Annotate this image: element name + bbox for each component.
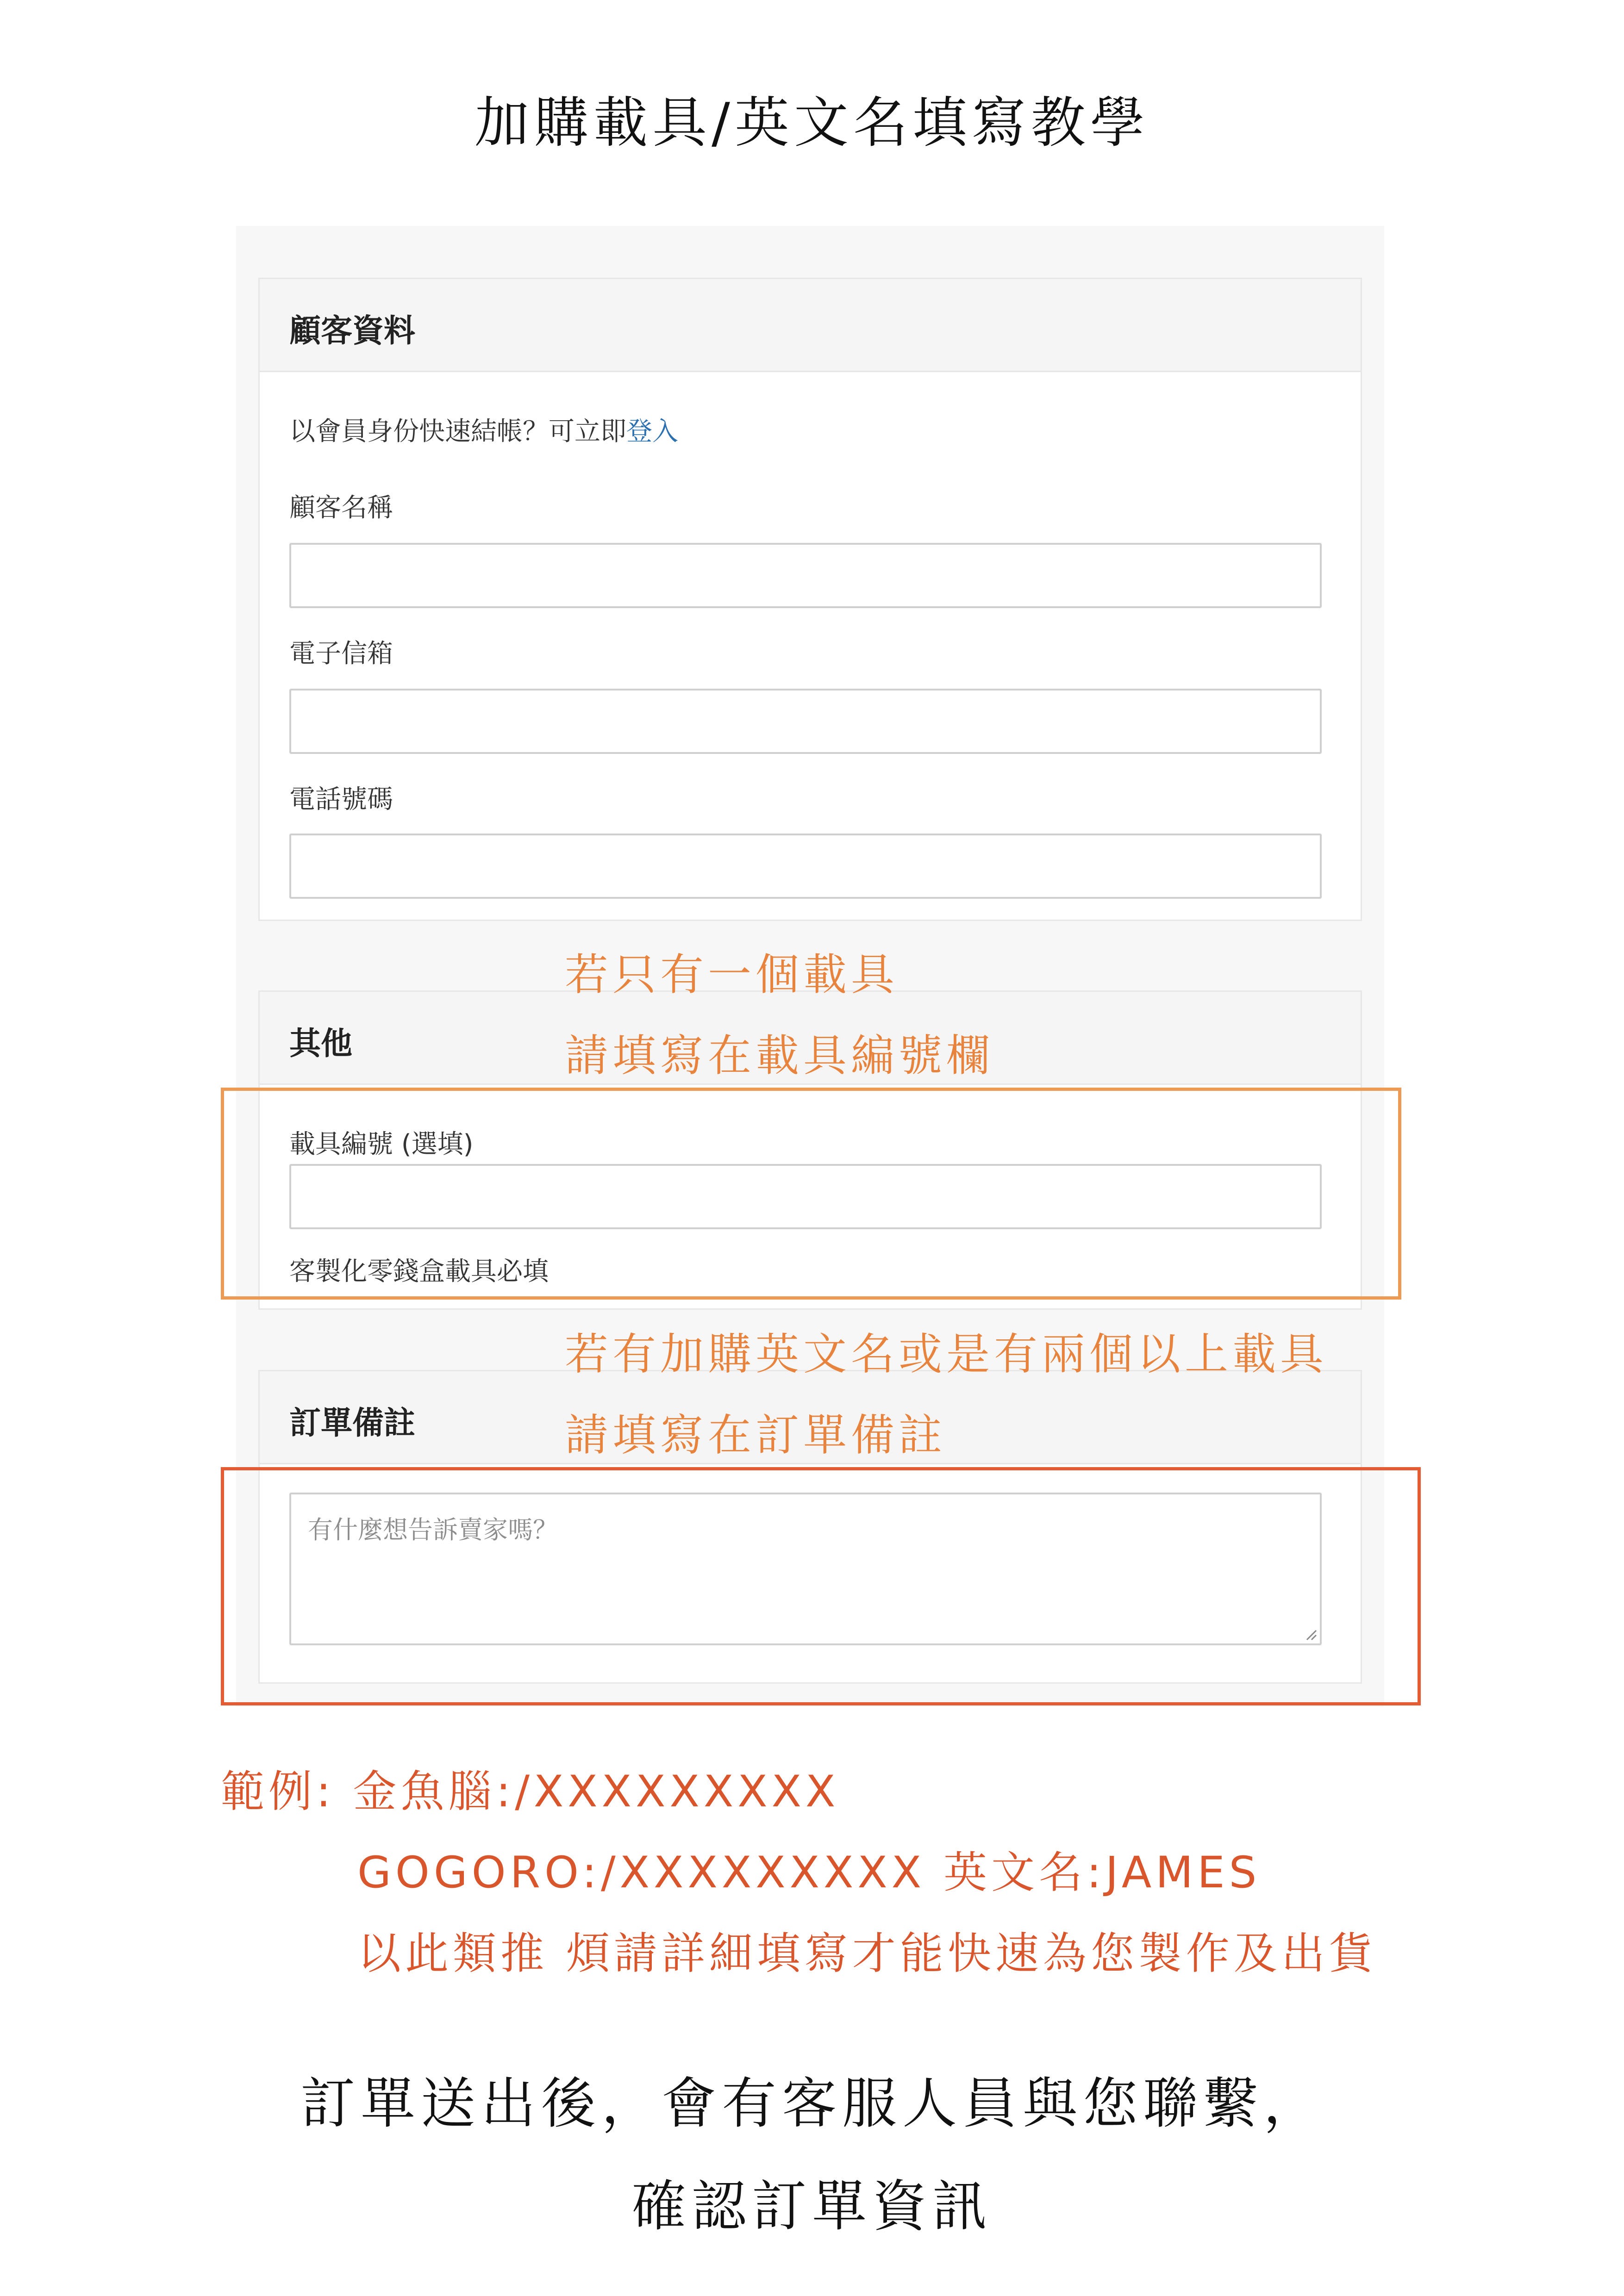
- email-input[interactable]: [289, 689, 1322, 754]
- footer-line2: 確認訂單資訊: [631, 2174, 993, 2238]
- footer-line1: 訂單送出後，會有客服人員與您聯繫，: [300, 2072, 1324, 2135]
- order-notes-highlight-box: [221, 1467, 1421, 1705]
- carrier-field-highlight-box: [221, 1088, 1401, 1300]
- phone-label: 電話號碼: [289, 784, 393, 815]
- annotation-single-carrier-line2: 請填寫在載具編號欄: [565, 1031, 994, 1081]
- example-line1: 範例: 金魚腦:/XXXXXXXXX: [221, 1767, 840, 1817]
- login-link[interactable]: 登入: [626, 417, 678, 447]
- example-line2: GOGORO:/XXXXXXXXX 英文名:JAMES: [357, 1848, 1261, 1898]
- order-notes-title: 訂單備註: [289, 1405, 416, 1442]
- annotation-multi-carrier-line2: 請填寫在訂單備註: [565, 1410, 947, 1461]
- member-prompt-text: 以會員身份快速結帳？可立即: [289, 417, 626, 447]
- customer-info-card: [258, 278, 1362, 921]
- customer-name-input[interactable]: [289, 543, 1322, 608]
- phone-input[interactable]: [289, 834, 1322, 899]
- order-notes-placeholder: 有什麼想告訴賣家嗎？: [308, 1515, 558, 1544]
- member-login-prompt: [289, 411, 678, 448]
- annotation-multi-carrier-line1: 若有加購英文名或是有兩個以上載具: [565, 1329, 1328, 1380]
- carrier-hint: 客製化零錢盒載具必填: [289, 1257, 549, 1287]
- page-title: 加購載具/英文名填寫教學: [475, 91, 1149, 155]
- annotation-single-carrier-line1: 若只有一個載具: [565, 950, 899, 1000]
- carrier-number-label: 載具編號 (選填): [289, 1129, 474, 1159]
- other-title: 其他: [289, 1026, 353, 1062]
- customer-info-header: [260, 279, 1361, 372]
- email-label: 電子信箱: [289, 639, 393, 669]
- customer-name-label: 顧客名稱: [289, 493, 393, 523]
- example-line3: 以此類推 煩請詳細填寫才能快速為您製作及出貨: [357, 1929, 1377, 1979]
- customer-info-title: 顧客資料: [289, 313, 416, 349]
